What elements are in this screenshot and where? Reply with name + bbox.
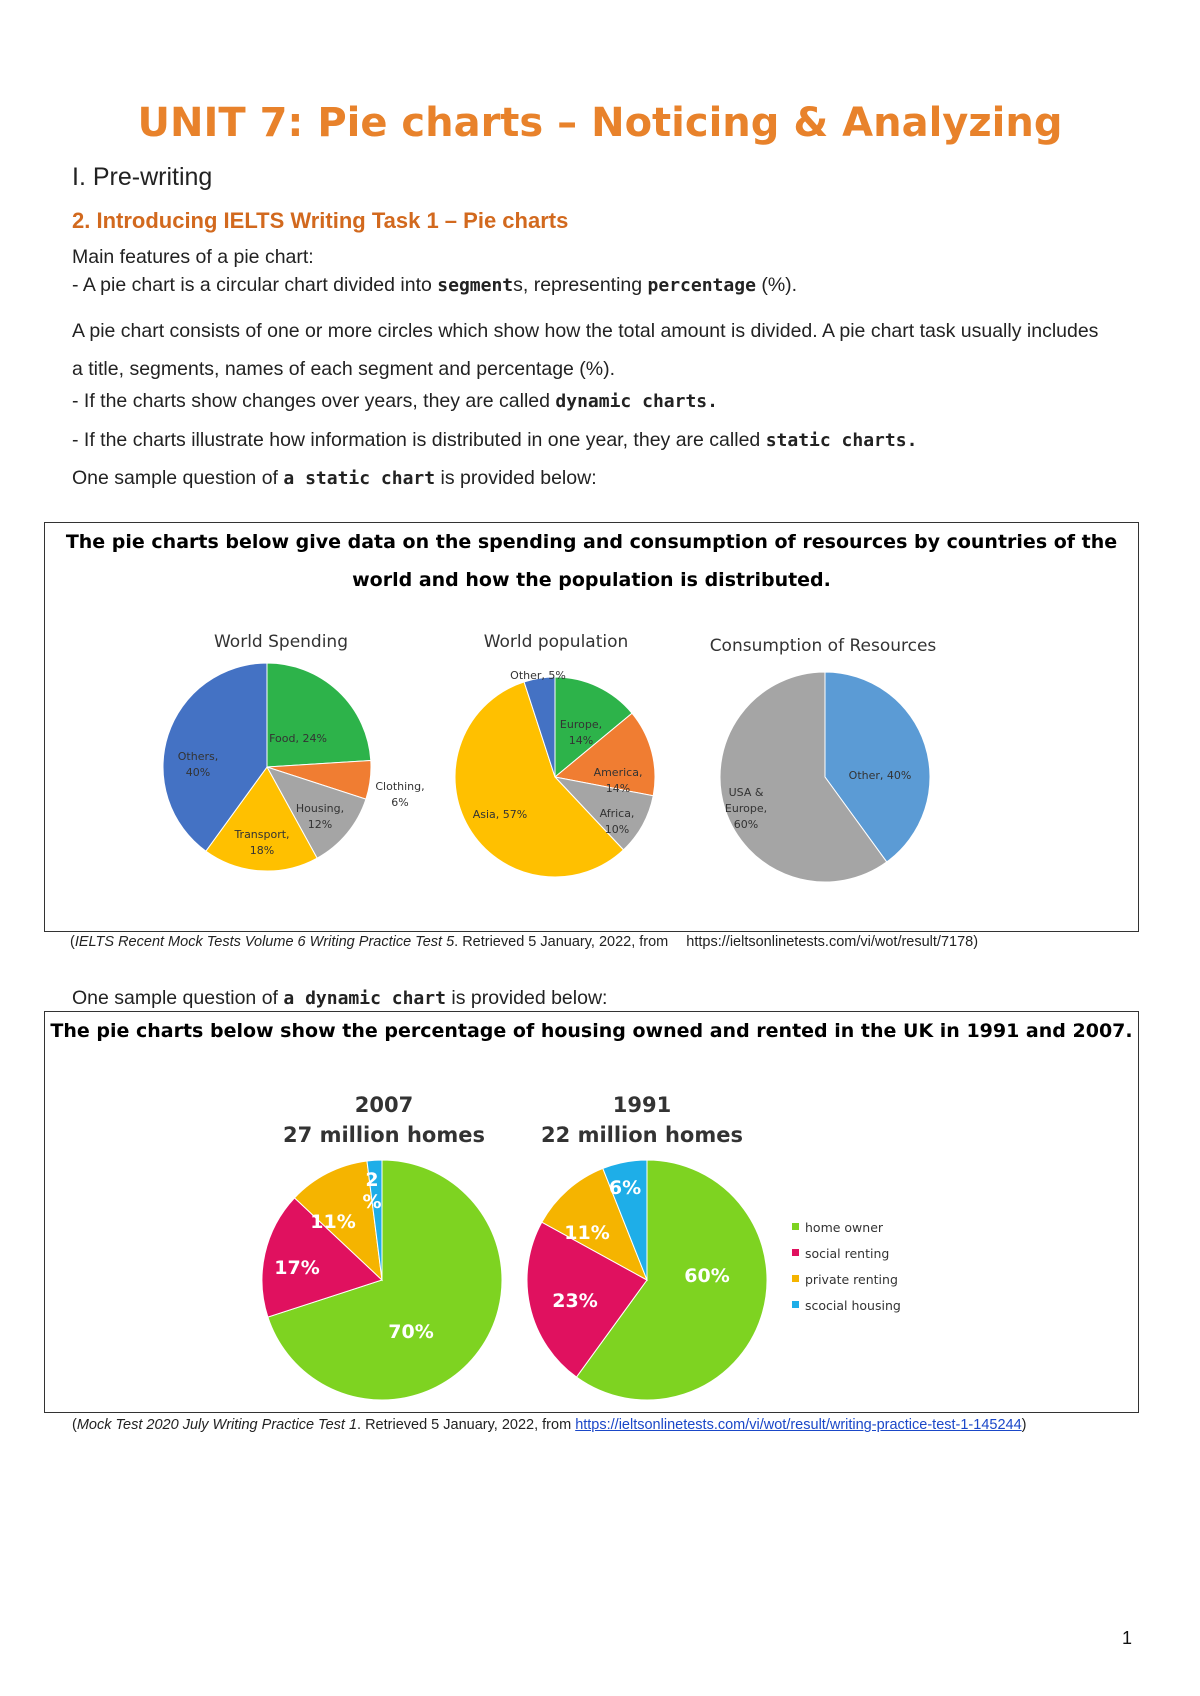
keyword-a-static-chart: a static chart	[283, 468, 436, 489]
pie-slices	[262, 1160, 502, 1400]
label-11: 11%	[564, 1222, 610, 1244]
label-other: Other, 5%	[510, 669, 566, 682]
paragraph-dynamic-sample	[72, 987, 607, 1010]
pie-slices	[527, 1160, 767, 1400]
pie-consumption	[700, 670, 960, 900]
text-run: - If the charts show changes over years, they are called	[72, 390, 556, 412]
keyword-percentage: percentage	[647, 275, 756, 296]
label-asia: Asia, 57%	[472, 808, 528, 821]
section-heading: I. Pre-writing	[72, 163, 213, 191]
text-run: One sample question of	[72, 467, 284, 489]
label-6: 6%	[608, 1177, 642, 1199]
label-line: Europe,	[724, 802, 768, 815]
chart-title-world-population: World population	[483, 632, 629, 652]
legend-item-private-renting	[792, 1272, 898, 1287]
text-run: - A pie chart is a circular chart divided into	[72, 274, 438, 296]
legend-label: home owner	[805, 1222, 884, 1235]
chart-title-2007: 2007	[354, 1093, 414, 1117]
legend-swatch	[792, 1275, 799, 1282]
text-run: (	[70, 934, 75, 950]
legend-housing	[790, 1222, 950, 1322]
chart-subtitle-1991: 22 million homes	[541, 1123, 743, 1147]
label-other: Other, 40%	[848, 769, 912, 782]
text-run: (%).	[755, 274, 798, 296]
label-line: Clothing,	[375, 780, 425, 793]
keyword-dynamic-charts: dynamic charts.	[555, 391, 718, 412]
page-title: UNIT 7: Pie charts – Noticing & Analyzing	[137, 100, 1063, 146]
text-run: . Retrieved 5 January, 2022, from	[454, 934, 669, 950]
label-line: 14%	[568, 734, 594, 747]
paragraph-dynamic	[72, 390, 718, 413]
citation-link[interactable]: https://ieltsonlinetests.com/vi/wot/result/writing-practice-test-1-145244	[575, 1417, 1022, 1433]
label-60: 60%	[684, 1265, 730, 1287]
label-line: 40%	[185, 766, 211, 779]
label-70: 70%	[388, 1321, 434, 1343]
label-clothing	[375, 780, 424, 809]
pie-world-spending	[150, 660, 450, 880]
pie-world-population	[440, 660, 670, 900]
legend-item-home-owner	[792, 1222, 884, 1235]
subsection-heading: 2. Introducing IELTS Writing Task 1 – Pie charts	[72, 208, 569, 233]
label-11: 11%	[310, 1211, 356, 1233]
static-citation	[70, 934, 978, 950]
text-run: - If the charts illustrate how information is distributed in one year, they are called	[72, 429, 766, 451]
label-line: 6%	[391, 796, 409, 809]
label-line: America,	[593, 766, 643, 779]
text-run: is provided below:	[445, 987, 608, 1009]
text-run: is provided below:	[435, 467, 597, 489]
citation-url: https://ieltsonlinetests.com/vi/wot/result/7178)	[686, 934, 979, 950]
paragraph-static	[72, 429, 917, 452]
label-line: 60%	[733, 818, 759, 831]
chart-title-1991: 1991	[612, 1093, 672, 1117]
text-run: . Retrieved 5 January, 2022, from	[357, 1417, 576, 1433]
pie-slice-1	[267, 663, 371, 767]
label-17: 17%	[274, 1257, 320, 1279]
chart-title-world-spending: World Spending	[213, 632, 349, 652]
label-23: 23%	[552, 1290, 598, 1312]
paragraph-static-sample	[72, 467, 597, 490]
pie-1991	[525, 1155, 775, 1405]
label-line: 12%	[307, 818, 333, 831]
label-line: Europe,	[559, 718, 603, 731]
paragraph-consists: A pie chart consists of one or more circles which show how the total amount is divided. A pie chart task usually includes a title, segments, names of each segment and percentage (%).	[72, 320, 1099, 380]
label-line: 14%	[605, 782, 631, 795]
legend-swatch	[792, 1301, 799, 1308]
static-question-heading: The pie charts below give data on the spending and consumption of resources by countries of the world and how the population is distributed.	[65, 531, 1118, 591]
label-line: Africa,	[599, 807, 635, 820]
legend-swatch	[792, 1223, 799, 1230]
label-line: 10%	[604, 823, 630, 836]
label-line: Others,	[177, 750, 219, 763]
keyword-a-dynamic-chart: a dynamic chart	[283, 988, 446, 1009]
label-line: %	[362, 1191, 382, 1213]
citation-source: Mock Test 2020 July Writing Practice Test 1	[76, 1417, 358, 1433]
label-food: Food, 24%	[269, 732, 327, 745]
label-line: 18%	[249, 844, 275, 857]
dynamic-citation	[72, 1415, 1112, 1435]
keyword-static-charts: static charts.	[765, 430, 918, 451]
text-run: s, representing	[513, 274, 648, 296]
page-number: 1	[1122, 1628, 1133, 1648]
intro-line: Main features of a pie chart:	[72, 246, 314, 268]
paragraph-definition	[72, 274, 797, 297]
label-line: 2	[365, 1169, 379, 1191]
label-line: Housing,	[295, 802, 345, 815]
legend-label: private renting	[805, 1272, 898, 1287]
citation-source: IELTS Recent Mock Tests Volume 6 Writing Practice Test 5	[74, 934, 455, 950]
legend-item-scocial-housing	[792, 1298, 901, 1313]
pie-2007	[260, 1155, 510, 1405]
chart-title-consumption: Consumption of Resources	[709, 636, 937, 656]
chart-subtitle-2007: 27 million homes	[283, 1123, 485, 1147]
keyword-segment: segment	[437, 275, 514, 296]
dynamic-question-heading: The pie charts below show the percentage of housing owned and rented in the UK in 1991 and 2007.	[50, 1020, 1133, 1042]
label-line: Transport,	[234, 828, 290, 841]
label-line: USA &	[728, 786, 764, 799]
legend-swatch	[792, 1249, 799, 1256]
text-run: One sample question of	[72, 987, 284, 1009]
legend-item-social-renting	[792, 1246, 889, 1261]
text-run: (	[72, 1417, 77, 1433]
legend-label: scocial housing	[805, 1298, 901, 1313]
legend-label: social renting	[805, 1246, 890, 1261]
text-run: )	[1021, 1417, 1027, 1433]
